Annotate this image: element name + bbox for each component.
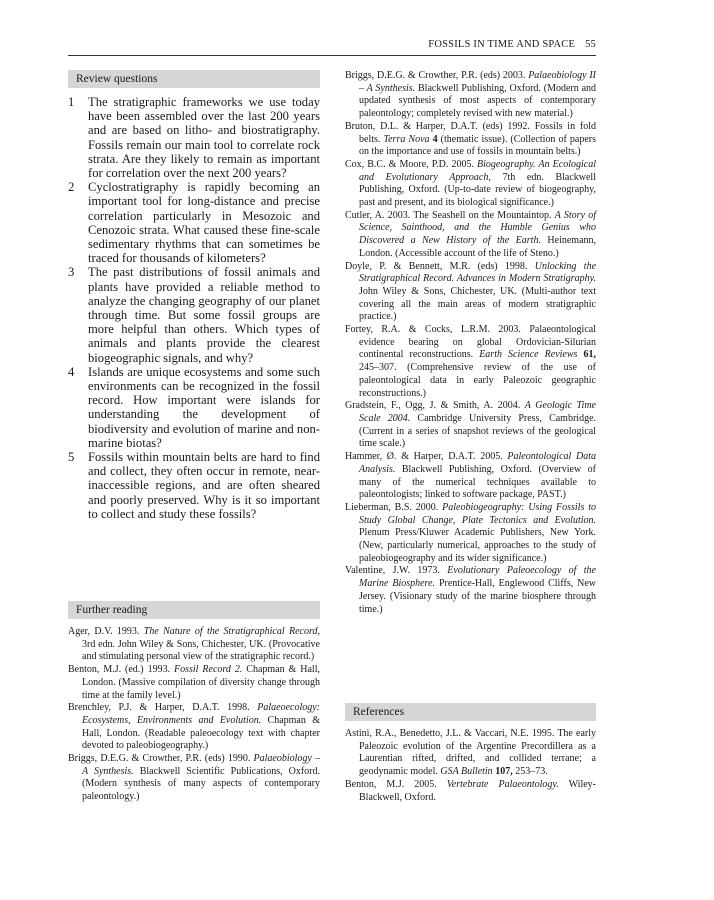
question-text: Islands are unique ecosystems and some such environments can be recognized in the fossil record. How important were islands for understanding the development of biodiversity and evolution of marine and non-marine biotas? (88, 364, 320, 450)
review-questions-list (68, 95, 320, 521)
question-item (68, 95, 320, 180)
reference-item: Valentine, J.W. 1973. Evolutionary Paleoecology of the Marine Biosphere. Prentice-Hall, Englewood Cliffs, New Jersey. (Visionary study of the marine biosphere through time.) (345, 565, 596, 615)
reference-item: Ager, D.V. 1993. The Nature of the Stratigraphical Record, 3rd edn. John Wiley & Sons, Chichester, UK. (Provocative and stimulating personal view of the stratigraphic record.) (68, 626, 320, 663)
right-column (345, 70, 596, 616)
reference-item: Lieberman, B.S. 2000. Paleobiogeography: Using Fossils to Study Global Change, Plate Tectonics and Evolution. Plenum Press/Kluwer Academic Publishers, New York. (New, particularly numerical, approaches to the study of paleobiogeography and its wider significance.) (345, 501, 597, 564)
further-reading-list-right (345, 70, 596, 616)
reference-item: Bruton, D.L. & Harper, D.A.T. (eds) 1992. Fossils in fold belts. Terra Nova 4 (thematic issue). (Collection of papers on the importance and use of fossils in mountain belts.) (345, 120, 596, 158)
running-title: FOSSILS IN TIME AND SPACE (428, 39, 576, 50)
question-number: 1 (68, 95, 75, 109)
reference-item: Briggs, D.E.G. & Crowther, P.R. (eds) 2003. Palaeobiology II – A Synthesis. Blackwell Publishing, Oxford. (Modern and updated synthesis of most aspects of contemporary paleontology; completely revised with new material.) (345, 70, 597, 120)
question-text: Cyclostratigraphy is rapidly becoming an important tool for long-distance and precise correlation particularly in Mesozoic and Cenozoic strata. What caused these fine-scale sedimentary rhythms that can sometimes be traced for thousands of kilometers? (88, 180, 320, 266)
question-number: 3 (68, 265, 75, 280)
reference-item: Brenchley, P.J. & Harper, D.A.T. 1998. Palaeoecology: Ecosystems, Environments and Evolution. Chapman & Hall, London. (Readable paleoecology text with chapter devoted to paleobiogeography.) (68, 702, 321, 752)
further-reading-heading: Further reading (68, 601, 320, 619)
question-text: Fossils within mountain belts are hard to find and collect, they often occur in remote, near-inaccessible regions, and are often sheared and poorly preserved. Why is it so important to collect and study these fossils? (88, 450, 320, 521)
reference-item: Briggs, D.E.G. & Crowther, P.R. (eds) 1990. Palaeobiology – A Synthesis. Blackwell Scientific Publications, Oxford. (Modern synthesis of many aspects of contemporary paleontology.) (68, 753, 320, 803)
reference-item: Astini, R.A., Benedetto, J.L. & Vaccari, N.E. 1995. The early Paleozoic evolution of the Argentine Precordillera as a Laurentian rifted, drifted, and collided terrane; a geodynamic model. GSA Bulletin 107, 253–73. (345, 728, 596, 778)
reference-item: Benton, M.J. 2005. Vertebrate Palaeontology. Wiley-Blackwell, Oxford. (345, 778, 596, 803)
reference-item: Fortey, R.A. & Cocks, L.R.M. 2003. Palaeontological evidence bearing on global Ordovician-Silurian continental reconstructions. Earth Science Reviews 61, 245–307. (Comprehensive review of the use of paleontological data in early Paleozoic geographic reconstructions.) (345, 324, 596, 399)
running-header (68, 39, 596, 56)
reference-item: Cox, B.C. & Moore, P.D. 2005. Biogeography. An Ecological and Evolutionary Approach, 7th edn. Blackwell Publishing, Oxford. (Up-to-date review of biogeography, past and present, and its biological significance.) (345, 158, 596, 209)
reference-item: Benton, M.J. (ed.) 1993. Fossil Record 2. Chapman & Hall, London. (Massive compilation of diversity change through time at the family level.) (68, 664, 320, 701)
question-number: 5 (68, 450, 75, 465)
references-heading: References (345, 703, 596, 721)
reference-item: Hammer, Ø. & Harper, D.A.T. 2005. Paleontological Data Analysis. Blackwell Publishing, Oxford. (Overview of many of the numerical techniques available to paleontologists; linked to software package, PAST.) (345, 451, 596, 501)
reference-item: Doyle, P. & Bennett, M.R. (eds) 1998. Unlocking the Stratigraphical Record. Advances in Modern Stratigraphy. John Wiley & Sons, Chichester, UK. (Multi-author text covering all the main areas of modern stratigraphic practice.) (345, 260, 597, 323)
question-item (68, 450, 320, 521)
page-number: 55 (585, 39, 596, 50)
reference-item: Gradstein, F., Ogg, J. & Smith, A. 2004. A Geologic Time Scale 2004. Cambridge University Press, Cambridge. (Current in a series of snapshot reviews of the geological time scale.) (345, 400, 597, 450)
question-item (68, 265, 320, 364)
references-list (345, 728, 596, 804)
further-reading-section (68, 601, 320, 804)
question-number: 2 (68, 180, 75, 195)
question-item (68, 365, 320, 450)
question-item (68, 180, 320, 265)
reference-item: Cutler, A. 2003. The Seashell on the Mountaintop. A Story of Science, Sainthood, and the Humble Genius who Discovered a New History of the Earth. Heinemann, London. (Accessible account of the life of Steno.) (345, 209, 597, 259)
left-column (68, 70, 320, 521)
question-text: The stratigraphic frameworks we use today have been assembled over the last 200 years and are based on litho- and biostratigraphy. Fossils remain our main tool to correlate rock strata. Are they likely to remain as important for correlation over the next 200 years? (88, 95, 320, 181)
further-reading-list-left (68, 626, 320, 804)
question-text: The past distributions of fossil animals and plants have provided a reliable method to analyze the changing geography of our planet through time. But some fossil groups are more helpful than others. Which types of animals and plants provide the clearest biogeographic signals, and why? (88, 265, 320, 365)
review-questions-heading: Review questions (68, 70, 320, 88)
references-section (345, 703, 596, 804)
question-number: 4 (68, 364, 75, 379)
